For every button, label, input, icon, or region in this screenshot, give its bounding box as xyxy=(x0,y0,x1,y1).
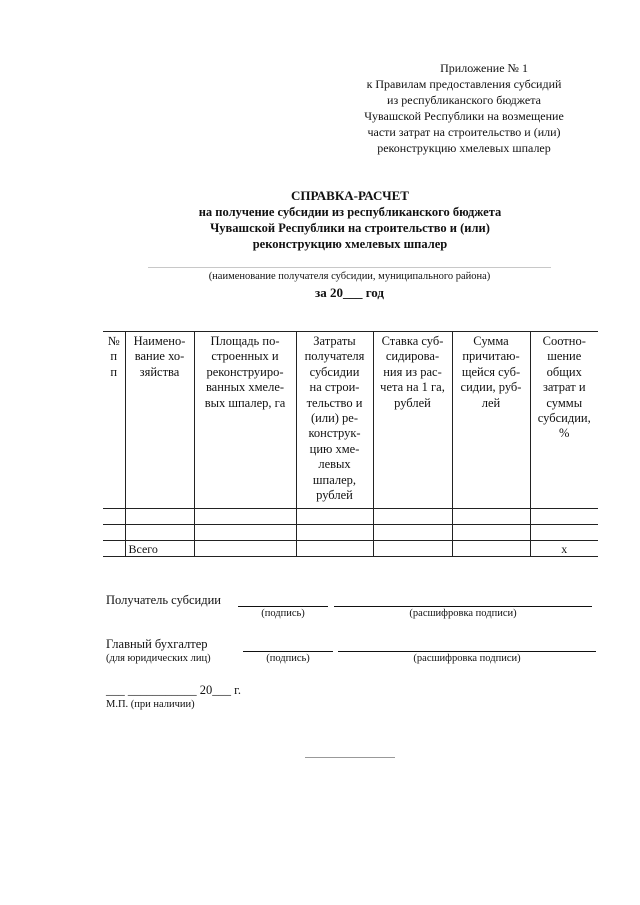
header-number: № п п xyxy=(103,332,125,509)
table-cell[interactable] xyxy=(194,509,296,525)
table-row xyxy=(103,525,598,541)
table-cell[interactable] xyxy=(452,525,530,541)
footer-divider xyxy=(305,757,395,758)
table-cell[interactable] xyxy=(103,509,125,525)
table-row xyxy=(103,509,598,525)
header-rate: Ставка суб- сидирова- ния из рас- чета на 1 га, рублей xyxy=(373,332,452,509)
header-subsidy-sum: Сумма причитаю- щейся суб- сидии, руб- лей xyxy=(452,332,530,509)
calculation-table xyxy=(103,331,598,557)
table-cell[interactable] xyxy=(103,525,125,541)
year-line: за 20___ год xyxy=(314,285,384,300)
table-cell[interactable] xyxy=(125,525,194,541)
table-cell[interactable] xyxy=(296,525,373,541)
total-label: Всего xyxy=(125,541,194,557)
table-cell[interactable] xyxy=(125,509,194,525)
table-cell[interactable] xyxy=(373,541,452,557)
table-cell xyxy=(103,541,125,557)
recipient-name-line xyxy=(148,267,551,268)
appendix-line: к Правилам предоставления субсидий xyxy=(366,77,562,91)
table-cell[interactable] xyxy=(452,541,530,557)
table-cell[interactable] xyxy=(373,509,452,525)
table-cell[interactable] xyxy=(530,509,598,525)
date-line: ___ ___________ 20___ г. xyxy=(106,683,241,697)
signature-caption: (подпись) xyxy=(266,653,310,664)
title-sub-line: реконструкцию хмелевых шпалер xyxy=(252,237,448,251)
decode-caption: (расшифровка подписи) xyxy=(413,653,521,664)
accountant-decode-line[interactable] xyxy=(338,651,596,652)
appendix-line: реконструкцию хмелевых шпалер xyxy=(377,141,551,155)
appendix-line: части затрат на строительство и (или) xyxy=(367,125,561,139)
table-cell[interactable] xyxy=(452,509,530,525)
recipient-caption: (наименование получателя субсидии, муниципального района) xyxy=(208,271,491,282)
header-trellis-area: Площадь по- строенных и реконструиро- ванных хмеле- вых шпалер, га xyxy=(194,332,296,509)
accountant-signature-line[interactable] xyxy=(243,651,333,652)
decode-caption: (расшифровка подписи) xyxy=(409,608,517,619)
title-sub-line: на получение субсидии из республиканского бюджета xyxy=(198,205,502,219)
title-sub-line: Чувашской Республики на строительство и (или) xyxy=(210,221,490,235)
header-ratio: Соотно- шение общих затрат и суммы субсидии, % xyxy=(530,332,598,509)
appendix-line: Чувашской Республики на возмещение xyxy=(364,109,564,123)
header-costs: Затраты получателя субсидии на строи- тельство и (или) ре- конструк- цию хме- левых шпалер, рублей xyxy=(296,332,373,509)
appendix-line: Приложение № 1 xyxy=(440,61,528,75)
table-cell[interactable] xyxy=(296,509,373,525)
appendix-line: из республиканского бюджета xyxy=(387,93,541,107)
total-ratio: x xyxy=(530,541,598,557)
recipient-label: Получатель субсидии xyxy=(106,593,221,607)
signature-caption: (подпись) xyxy=(261,608,305,619)
recipient-decode-line[interactable] xyxy=(334,606,592,607)
table-header-row xyxy=(103,332,598,509)
header-farm-name: Наимено- вание хо- зяйства xyxy=(125,332,194,509)
document-title xyxy=(150,188,550,252)
recipient-signature-line[interactable] xyxy=(238,606,328,607)
accountant-label: Главный бухгалтер xyxy=(106,637,208,651)
table-cell[interactable] xyxy=(373,525,452,541)
table-cell[interactable] xyxy=(194,541,296,557)
stamp-note: М.П. (при наличии) xyxy=(106,699,195,710)
appendix-block xyxy=(338,60,590,156)
table-cell[interactable] xyxy=(530,525,598,541)
table-cell[interactable] xyxy=(194,525,296,541)
table-cell[interactable] xyxy=(296,541,373,557)
accountant-note: (для юридических лиц) xyxy=(106,653,211,664)
table-total-row xyxy=(103,541,598,557)
title-main: СПРАВКА-РАСЧЕТ xyxy=(291,188,409,203)
